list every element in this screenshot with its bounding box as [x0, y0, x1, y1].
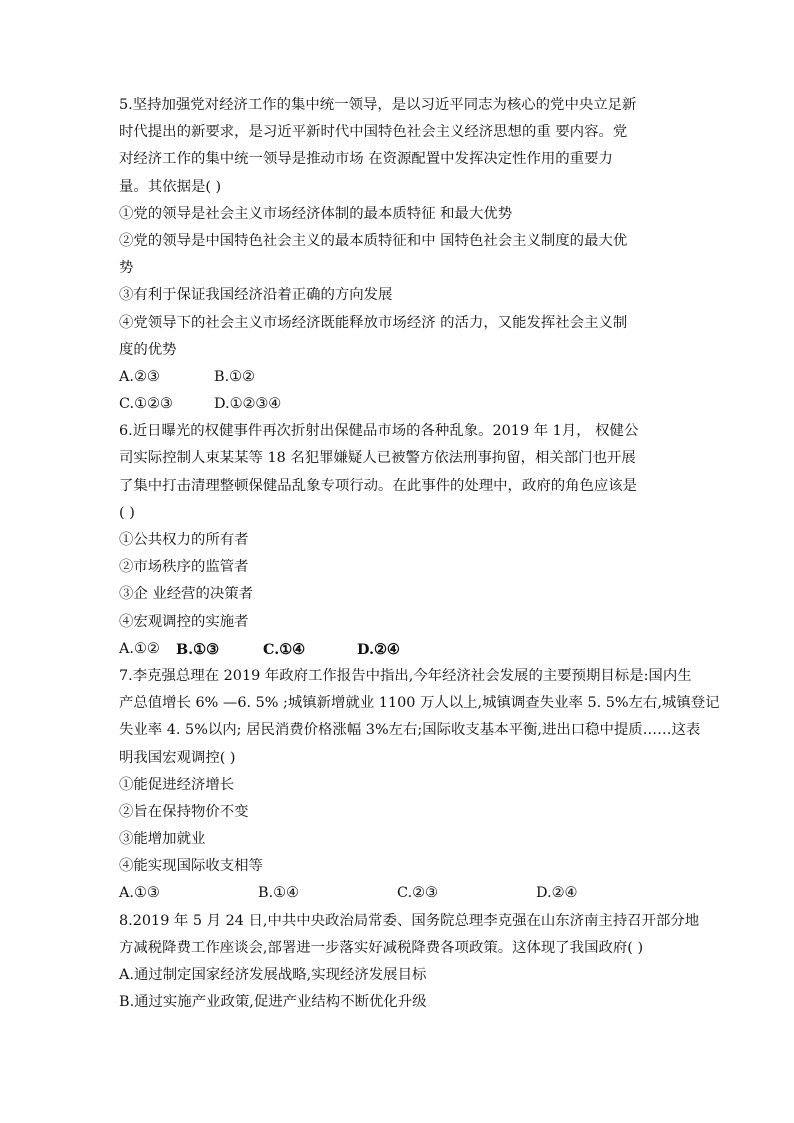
question-6-item-4: ④宏观调控的实施者	[119, 613, 249, 630]
question-7-item-4: ④能实现国际收支相等	[119, 858, 263, 875]
question-5-item-1: ①党的领导是社会主义市场经济体制的最本质特征 和最大优势	[119, 205, 513, 222]
question-6-option-b: B.①③	[176, 640, 219, 658]
question-5-stem-line-2: 时代提出的新要求，是习近平新时代中国特色社会主义经济思想的重 要内容。党	[119, 124, 628, 141]
page-content	[119, 92, 720, 1016]
question-7-item-2: ②旨在保持物价不变	[119, 803, 249, 820]
question-8-stem-line-1: 8.2019 年 5 月 24 日,中共中央政治局常委、国务院总理李克强在山东济南主持召开部分地	[119, 912, 700, 929]
question-5-option-d: D.①②③④	[214, 396, 282, 413]
question-5-stem-line-1: 5.坚持加强党对经济工作的集中统一领导，是以习近平同志为核心的党中央立足新	[119, 97, 637, 113]
question-5-item-4: ④党领导下的社会主义市场经济既能释放市场经济 的活力，又能发挥社会主义制	[119, 314, 628, 331]
question-6-item-1: ①公共权力的所有者	[119, 532, 249, 548]
question-7	[119, 663, 720, 908]
question-6	[119, 418, 679, 663]
question-5-item-2: ②党的领导是中国特色社会主义的最本质特征和中 国特色社会主义制度的最大优	[119, 232, 628, 249]
question-7-stem-line-3: 失业率 4. 5%以内; 居民消费价格涨幅 3%左右;国际收支基本平衡,进出口稳中提质……这表	[119, 722, 701, 739]
question-5-item-3: ③有利于保证我国经济沿着正确的方向发展	[119, 287, 393, 304]
question-7-stem-line-2: 产总值增长 6% —6. 5% ;城镇新增就业 1100 万人以上,城镇调查失业率 5. 5%左右,城镇登记	[119, 695, 720, 712]
question-7-stem-line-4: 明我国宏观调控( )	[119, 749, 236, 766]
question-7-item-3: ③能增加就业	[119, 831, 206, 848]
question-6-option-a: A.①②	[119, 640, 160, 657]
question-8-stem-line-2: 方减税降费工作座谈会,部署进一步落实好减税降费各项政策。这体现了我国政府( )	[119, 939, 644, 956]
question-7-option-d: D.②④	[536, 885, 578, 902]
question-8-option-a: A.通过制定国家经济发展战略,实现经济发展目标	[119, 967, 427, 983]
question-5-option-b: B.①②	[214, 368, 255, 385]
question-5-option-c: C.①②③	[119, 396, 173, 413]
question-5-options-row-2	[119, 391, 679, 418]
question-6-stem-line-4: ( )	[119, 504, 135, 521]
question-6-stem-line-2: 司实际控制人束某某等 18 名犯罪嫌疑人已被警方依法刑事拘留，相关部门也开展	[119, 450, 636, 467]
question-5-stem-line-4: 量。其依据是( )	[119, 178, 222, 195]
question-7-option-b: B.①④	[258, 885, 299, 902]
question-7-item-1: ①能促进经济增长	[119, 776, 235, 793]
question-7-option-c: C.②③	[397, 885, 438, 902]
question-8	[119, 908, 700, 1017]
question-5-item-4-cont: 度的优势	[119, 341, 177, 358]
question-5-options-row-1	[119, 364, 679, 391]
question-6-options	[119, 636, 679, 663]
question-8-option-b: B.通过实施产业政策,促进产业结构不断优化升级	[119, 994, 427, 1011]
question-6-option-d: D.②④	[357, 640, 400, 658]
question-5-option-a: A.②③	[119, 368, 160, 385]
question-7-stem-line-1: 7.李克强总理在 2019 年政府工作报告中指出,今年经济社会发展的主要预期目标是:国内生	[119, 667, 692, 684]
question-5-item-2-cont: 势	[119, 260, 134, 277]
question-6-stem-line-1: 6.近日曝光的权健事件再次折射出保健品市场的各种乱象。2019 年 1月， 权健公	[119, 423, 639, 440]
question-6-item-3: ③企 业经营的决策者	[119, 586, 254, 603]
question-5-stem-line-3: 对经济工作的集中统一领导是推动市场 在资源配置中发挥决定性作用的重要力	[119, 151, 613, 168]
question-6-item-2: ②市场秩序的监管者	[119, 559, 249, 576]
question-6-stem-line-3: 了集中打击清理整顿保健品乱象专项行动。在此事件的处理中，政府的角色应该是	[119, 477, 638, 494]
question-7-option-a: A.①③	[119, 885, 160, 902]
question-7-options	[119, 880, 679, 907]
question-6-option-c: C.①④	[263, 640, 306, 658]
question-5	[119, 92, 679, 418]
